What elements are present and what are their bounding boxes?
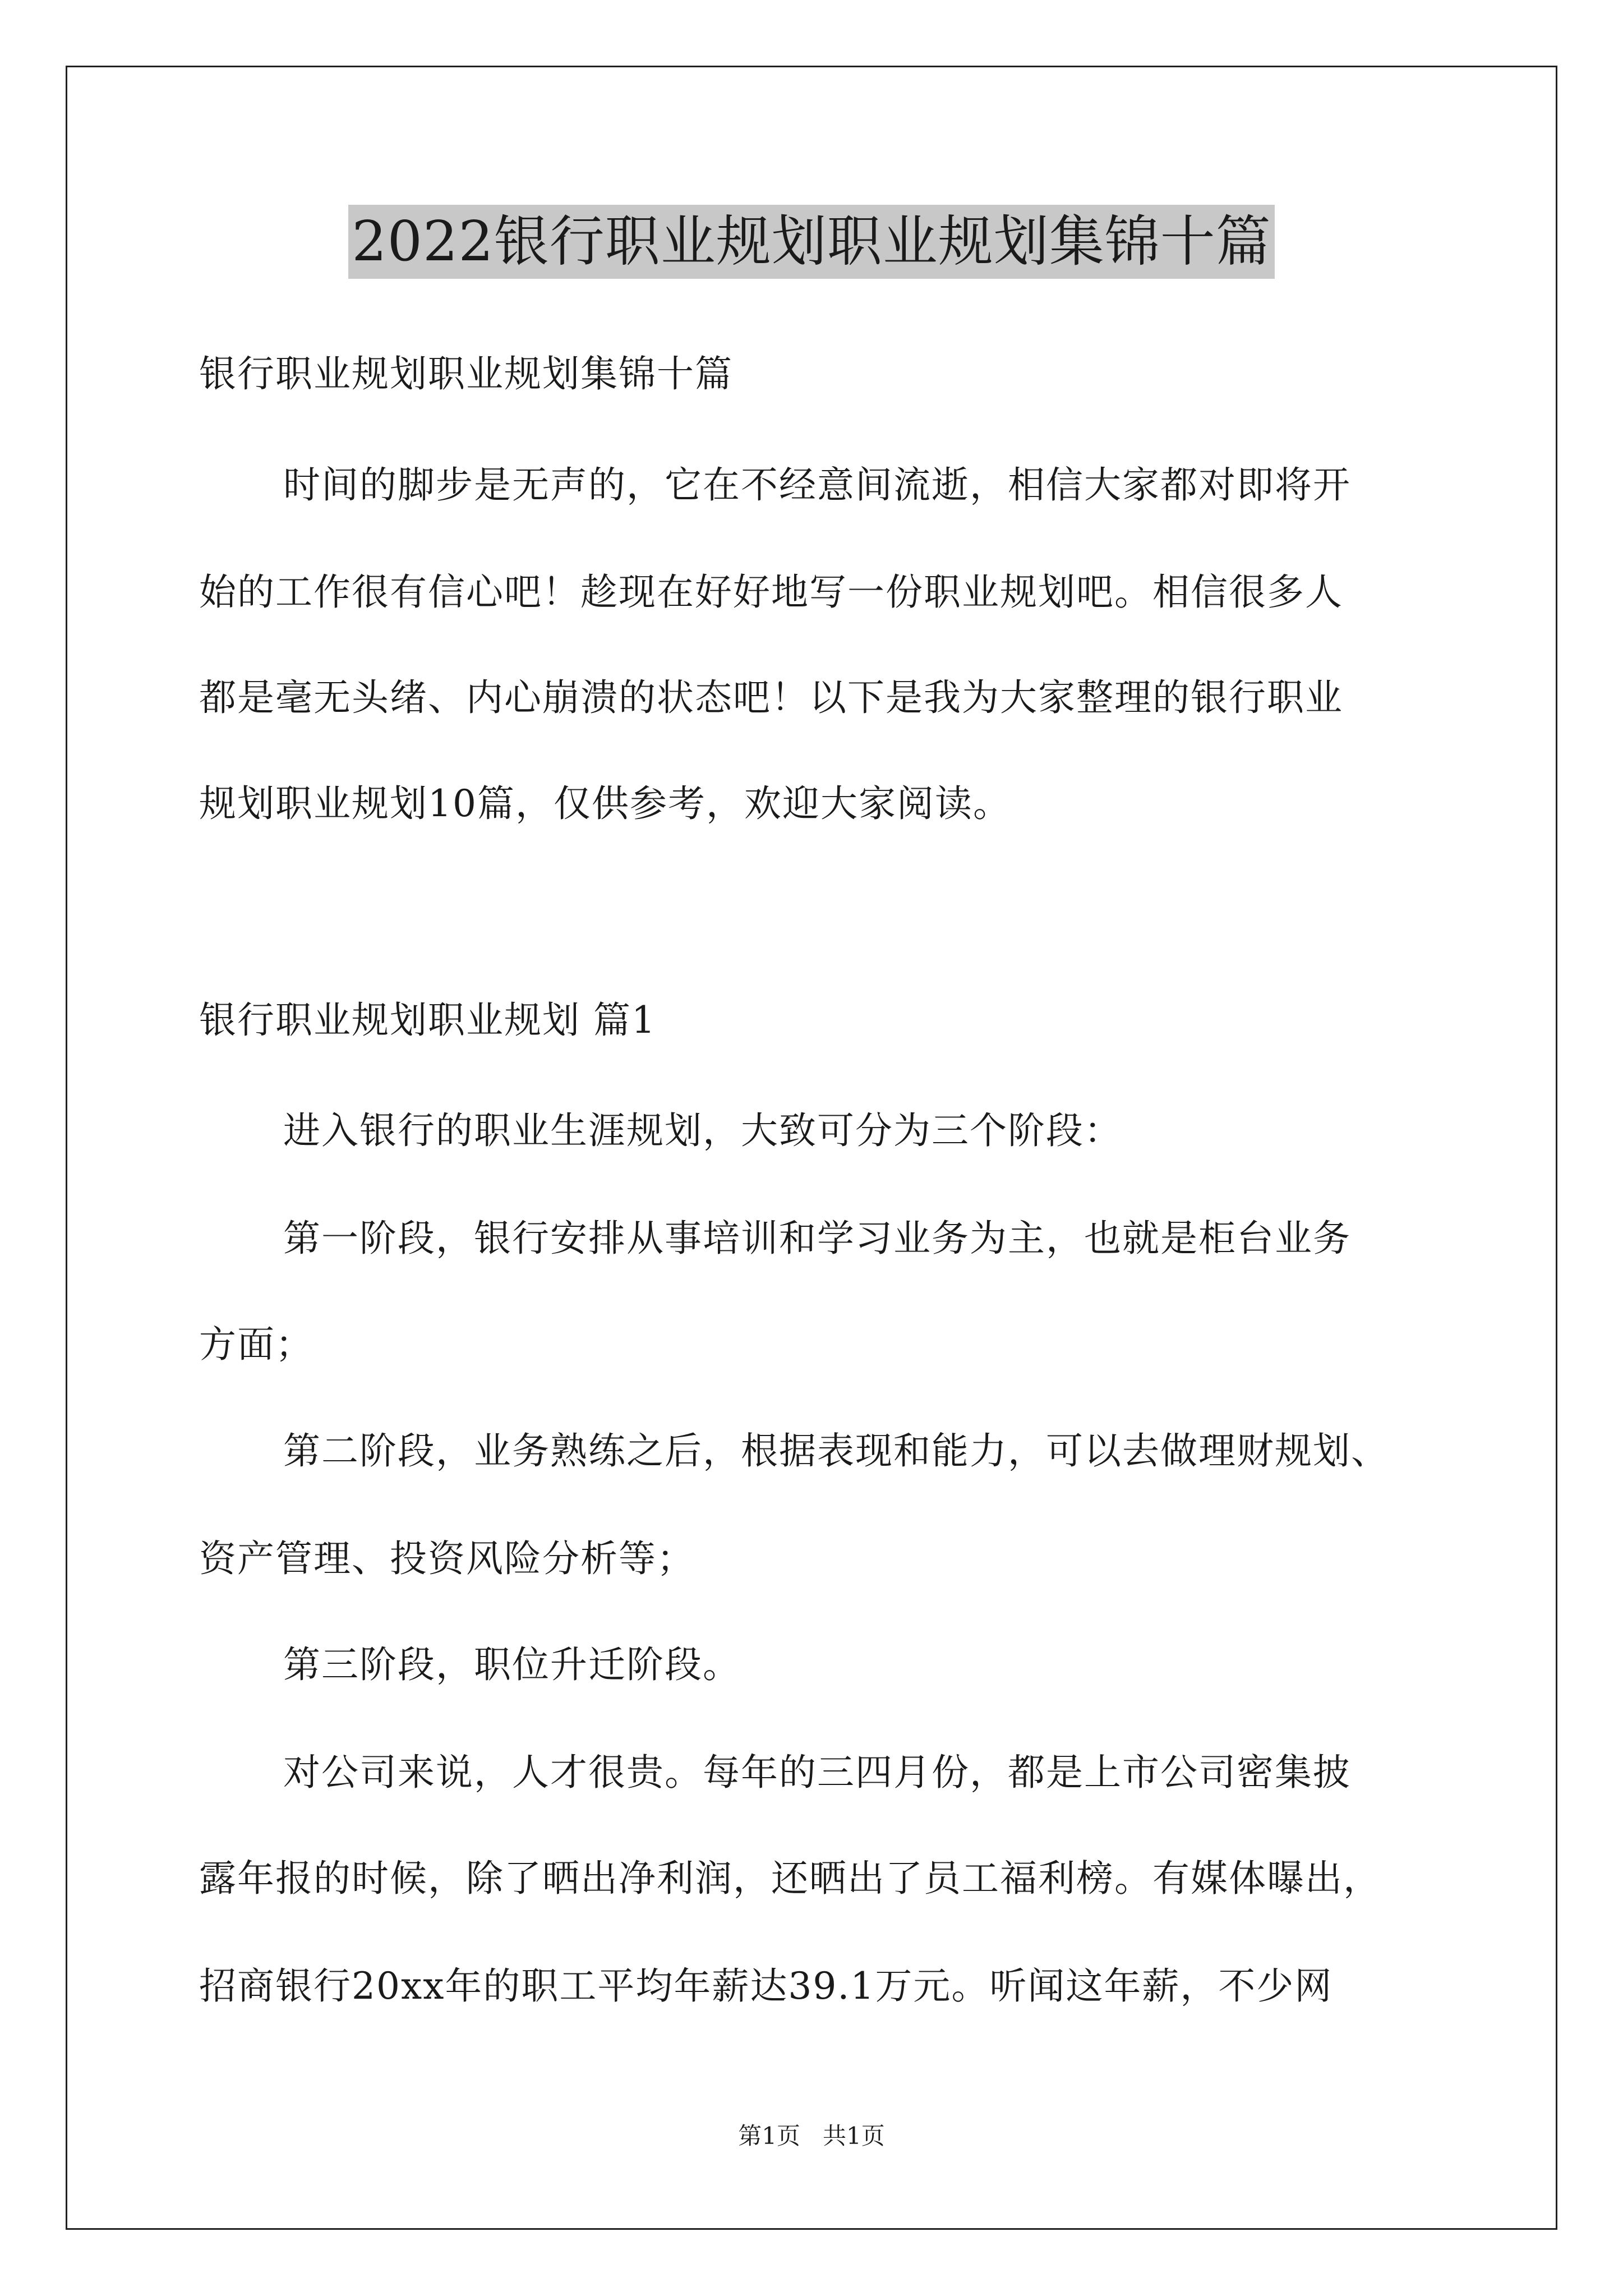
page-number-footer: 第1页 共1页 <box>738 2122 885 2150</box>
subtitle-line: 银行职业规划职业规划集锦十篇 <box>199 352 733 395</box>
paragraph-line: 都是毫无头绪、内心崩溃的状态吧！以下是我为大家整理的银行职业 <box>199 676 1343 719</box>
paragraph-line: 资产管理、投资风险分析等； <box>199 1537 695 1580</box>
paragraph-line: 对公司来说，人才很贵。每年的三四月份，都是上市公司密集披 <box>283 1751 1351 1794</box>
paragraph-line: 时间的脚步是无声的，它在不经意间流逝，相信大家都对即将开 <box>283 463 1351 507</box>
paragraph-line: 第二阶段，业务熟练之后，根据表现和能力，可以去做理财规划、 <box>283 1429 1389 1473</box>
paragraph-line: 进入银行的职业生涯规划，大致可分为三个阶段： <box>283 1109 1122 1152</box>
title-wrap <box>0 205 1623 279</box>
paragraph-line: 第一阶段，银行安排从事培训和学习业务为主，也就是柜台业务 <box>283 1217 1351 1260</box>
paragraph-line: 招商银行20xx年的职工平均年薪达39.1万元。听闻这年薪，不少网 <box>199 1964 1333 2008</box>
paragraph-line: 第三阶段，职位升迁阶段。 <box>283 1643 741 1686</box>
document-title: 2022银行职业规划职业规划集锦十篇 <box>348 205 1274 279</box>
paragraph-line: 露年报的时候，除了晒出净利润，还晒出了员工福利榜。有媒体曝出， <box>199 1857 1381 1900</box>
paragraph-line: 规划职业规划10篇，仅供参考，欢迎大家阅读。 <box>199 782 1011 825</box>
paragraph-line: 始的工作很有信心吧！趁现在好好地写一份职业规划吧。相信很多人 <box>199 570 1343 614</box>
section-heading: 银行职业规划职业规划 篇1 <box>199 999 656 1042</box>
paragraph-line: 方面； <box>199 1323 313 1366</box>
